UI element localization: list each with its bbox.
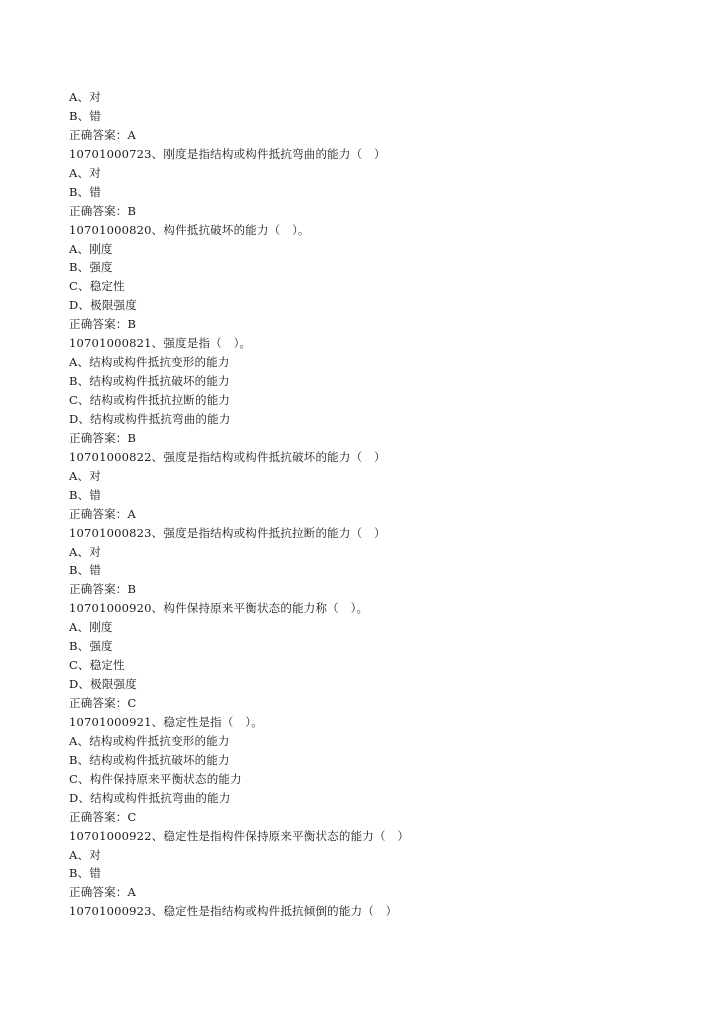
text-line: 10701000823、强度是指结构或构件抵抗拉断的能力（ ） [69, 525, 386, 540]
document-body [69, 88, 689, 921]
text-line: 10701000723、刚度是指结构或构件抵抗弯曲的能力（ ） [69, 146, 386, 161]
text-line: B、结构或构件抵抗破坏的能力 [69, 752, 230, 767]
text-line: A、刚度 [69, 620, 113, 635]
text-line: B、错 [69, 866, 102, 881]
text-line: A、刚度 [69, 241, 113, 256]
text-line: 10701000821、强度是指（ ）。 [69, 336, 252, 351]
text-line: B、结构或构件抵抗破坏的能力 [69, 374, 230, 389]
text-line: A、对 [69, 90, 101, 104]
text-line: 正确答案：A [69, 506, 137, 521]
text-line: B、强度 [69, 260, 113, 275]
text-line: B、错 [69, 108, 102, 123]
text-line: 正确答案：B [69, 430, 137, 445]
text-line: D、极限强度 [69, 298, 137, 313]
text-line: 正确答案：B [69, 317, 137, 332]
text-line: A、结构或构件抵抗变形的能力 [69, 733, 230, 748]
text-line: C、稳定性 [69, 658, 125, 673]
text-line: 10701000922、稳定性是指构件保持原来平衡状态的能力（ ） [69, 828, 410, 843]
text-line: 10701000822、强度是指结构或构件抵抗破坏的能力（ ） [69, 449, 386, 464]
text-line: 正确答案：A [69, 885, 137, 900]
text-line: 10701000920、构件保持原来平衡状态的能力称（ ）。 [69, 601, 369, 616]
text-line: 正确答案：B [69, 582, 137, 597]
text-line: 10701000820、构件抵抗破坏的能力（ ）。 [69, 222, 310, 237]
text-line: C、稳定性 [69, 279, 125, 294]
text-line: B、错 [69, 563, 102, 578]
text-line: 正确答案：B [69, 203, 137, 218]
text-line: D、结构或构件抵抗弯曲的能力 [69, 411, 231, 426]
text-line: C、结构或构件抵抗拉断的能力 [69, 393, 231, 407]
text-line: B、错 [69, 487, 102, 502]
text-line: 正确答案：A [69, 127, 137, 142]
text-line: A、对 [69, 468, 101, 483]
text-line: A、对 [69, 165, 101, 180]
text-line: A、对 [69, 544, 101, 559]
text-line: 正确答案：C [69, 696, 137, 710]
text-line: A、结构或构件抵抗变形的能力 [69, 355, 230, 370]
text-line: D、结构或构件抵抗弯曲的能力 [69, 790, 231, 805]
text-line: 正确答案：C [69, 809, 137, 824]
text-line: B、错 [69, 184, 102, 199]
text-line: D、极限强度 [69, 677, 137, 692]
text-line: 10701000921、稳定性是指（ ）。 [69, 714, 263, 729]
text-line: 10701000923、稳定性是指结构或构件抵抗倾倒的能力（ ） [69, 904, 398, 919]
text-line: C、构件保持原来平衡状态的能力 [69, 771, 242, 786]
text-line: A、对 [69, 847, 101, 862]
text-line: B、强度 [69, 639, 113, 654]
